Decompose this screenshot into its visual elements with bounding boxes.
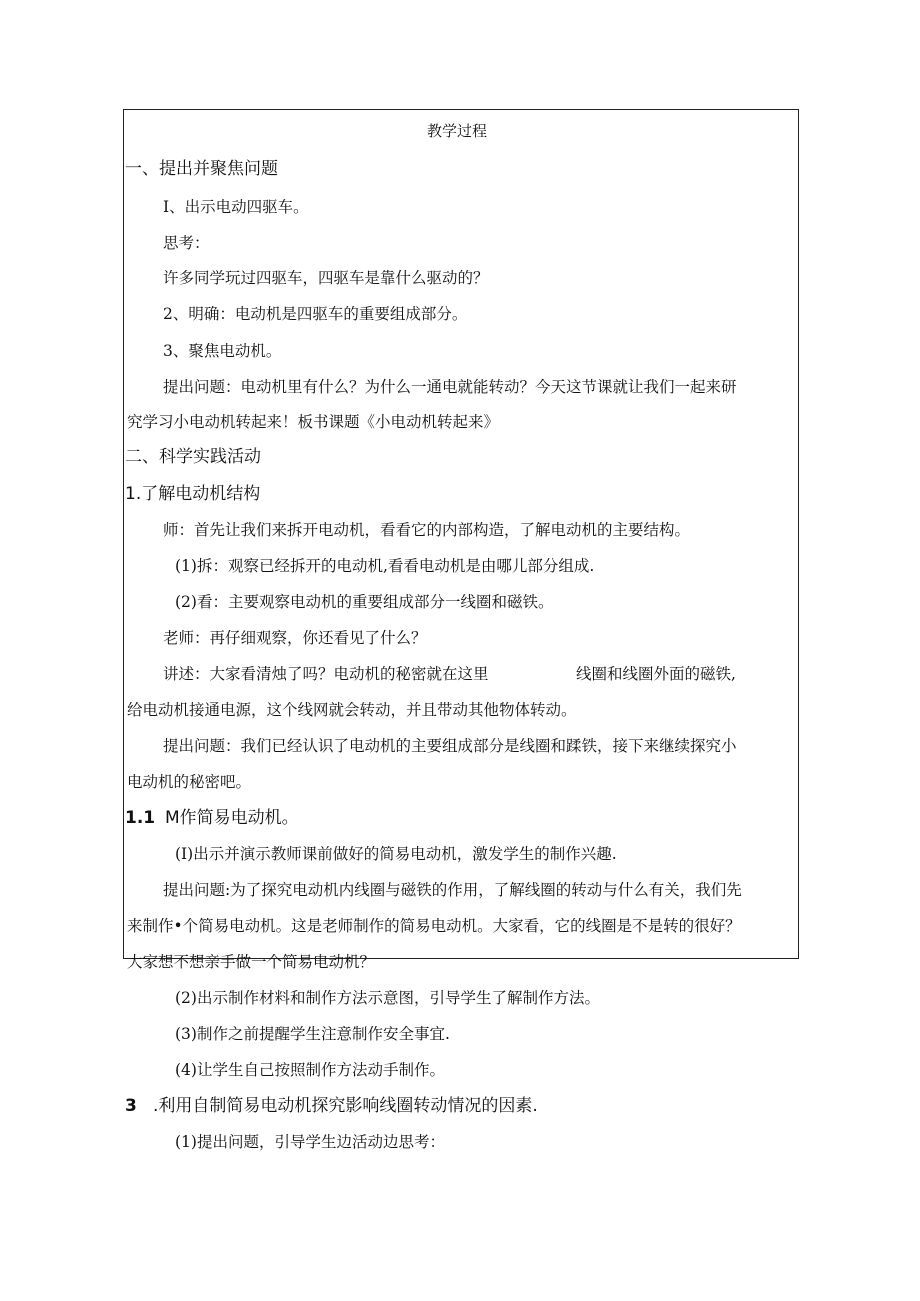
paragraph-line: 提出问题：我们已经认识了电动机的主要组成部分是线圈和蹂铁，接下来继续探究小 bbox=[163, 737, 737, 755]
paragraph-line: (4)让学生自己按照制作方法动手制作。 bbox=[175, 1061, 445, 1079]
section-heading-1: 一、提出并聚焦问题 bbox=[125, 159, 278, 179]
paragraph-line: 大家想不想亲手做一个简易电动机？ bbox=[127, 953, 376, 971]
paragraph-line: 2、明确：电动机是四驱车的重要组成部分。 bbox=[163, 305, 468, 323]
table-title: 教学过程 bbox=[427, 122, 488, 140]
paragraph-line: 老师：再仔细观察，你还看见了什么？ bbox=[163, 629, 427, 647]
subsection-heading-1-1: M作简易电动机。 bbox=[165, 808, 299, 828]
paragraph-line: 电动机的秘密吧。 bbox=[127, 773, 252, 791]
paragraph-line: 线圈和线圈外面的磁铁, bbox=[576, 665, 736, 683]
section-heading-2: 二、科学实践活动 bbox=[125, 447, 261, 467]
paragraph-line: (3)制作之前提醒学生注意制作安全事宜. bbox=[175, 1025, 450, 1043]
paragraph-line: 究学习小电动机转起来！板书课题《小电动机转起来》 bbox=[127, 413, 500, 431]
paragraph-line: 来制作•个简易电动机。这是老师制作的简易电动机。大家看，它的线圈是不是转的很好？ bbox=[127, 917, 741, 935]
paragraph-line: 提出问题：电动机里有什么？为什么一通电就能转动？今天这节课就让我们一起来研 bbox=[163, 378, 737, 396]
paragraph-line: (2)看：主要观察电动机的重要组成部分一线圈和磁铁。 bbox=[175, 593, 554, 611]
paragraph-line: (2)出示制作材料和制作方法示意图，引导学生了解制作方法。 bbox=[175, 989, 600, 1007]
paragraph-line: (1)拆：观察已经拆开的电动机,看看电动机是由哪儿部分组成. bbox=[175, 557, 595, 575]
paragraph-line: 师：首先让我们来拆开电动机，看看它的内部构造，了解电动机的主要结构。 bbox=[163, 521, 691, 539]
paragraph-line: (1)提出问题，引导学生边活动边思考： bbox=[175, 1133, 445, 1151]
paragraph-line: 给电动机接通电源，这个线网就会转动，并且带动其他物体转动。 bbox=[127, 701, 577, 719]
paragraph-line: 许多同学玩过四驱车，四驱车是靠什么驱动的？ bbox=[163, 269, 489, 287]
paragraph-line: I、出示电动四驱车。 bbox=[163, 198, 309, 216]
subsection-number-1-1: 1.1 bbox=[125, 808, 156, 828]
paragraph-line: (I)出示并演示教师课前做好的简易电动机，激发学生的制作兴趣. bbox=[175, 845, 617, 863]
subsection-number-3: 3 bbox=[125, 1096, 137, 1116]
subsection-heading-3: .利用自制简易电动机探究影响线圈转动情况的因素. bbox=[153, 1096, 538, 1116]
paragraph-line: 思考： bbox=[163, 234, 210, 252]
subsection-heading-1: 1.了解电动机结构 bbox=[125, 484, 261, 504]
paragraph-line: 提出问题:为了探究电动机内线圈与磁铁的作用，了解线圈的转动与什么有关，我们先 bbox=[163, 881, 742, 899]
paragraph-line: 讲述：大家看清烛了吗？电动机的秘密就在这里 bbox=[163, 665, 489, 683]
paragraph-line: 3、聚焦电动机。 bbox=[163, 342, 282, 360]
